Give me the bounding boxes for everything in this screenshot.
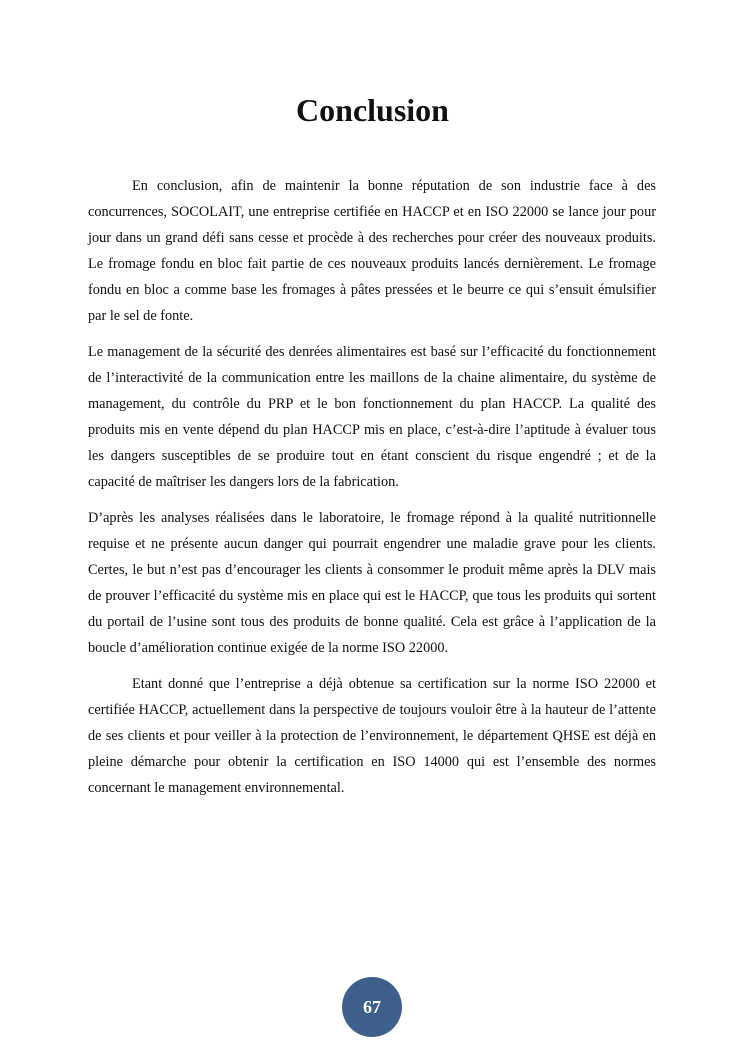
paragraph-3: D’après les analyses réalisées dans le laboratoire, le fromage répond à la qualité nutritionnelle requise et ne présente aucun danger qui pourrait engendrer une maladie grave pour les clients. Certes, le but n’est pas d’encourager les clients à consommer le produit même après la DLV mais de prouver l’efficacité du système mis en place qui est le HACCP, que tous les produits qui sortent du portail de l’usine sont tous des produits de bonne qualité. Cela est grâce à l’application de la boucle d’amélioration continue exigée de la norme ISO 22000.	[88, 510, 656, 656]
page-title: Conclusion	[296, 92, 449, 128]
paragraph-1: En conclusion, afin de maintenir la bonne réputation de son industrie face à des concurrences, SOCOLAIT, une entreprise certifiée en HACCP et en ISO 22000 se lance jour pour jour dans un grand défi sans cesse et procède à des recherches pour créer des nouveaux produits. Le fromage fondu en bloc fait partie de ces nouveaux produits lancés dernièrement. Le fromage fondu en bloc a comme base les fromages à pâtes pressées et le beurre ce qui s’ensuit émulsifier par le sel de fonte.	[88, 178, 656, 324]
paragraph-2: Le management de la sécurité des denrées alimentaires est basé sur l’efficacité du fonctionnement de l’interactivité de la communication entre les maillons de la chaine alimentaire, du système de management, du contrôle du PRP et le bon fonctionnement du plan HACCP. La qualité des produits mis en vente dépend du plan HACCP mis en place, c’est-à-dire l’aptitude à évaluer tous les dangers susceptibles de se produire tout en étant conscient du risque engendré ; et de la capacité de maîtriser les dangers lors de la fabrication.	[88, 344, 656, 490]
paragraph-4: Etant donné que l’entreprise a déjà obtenue sa certification sur la norme ISO 22000 et certifiée HACCP, actuellement dans la perspective de toujours vouloir être à la hauteur de l’attente de ses clients et pour veiller à la protection de l’environnement, le département QHSE est déjà en pleine démarche pour obtenir la certification en ISO 14000 qui est l’ensemble des normes concernant le management environnemental.	[88, 676, 656, 796]
page-number: 67	[363, 996, 381, 1017]
body-text	[88, 173, 656, 811]
page-number-badge	[342, 977, 402, 1037]
